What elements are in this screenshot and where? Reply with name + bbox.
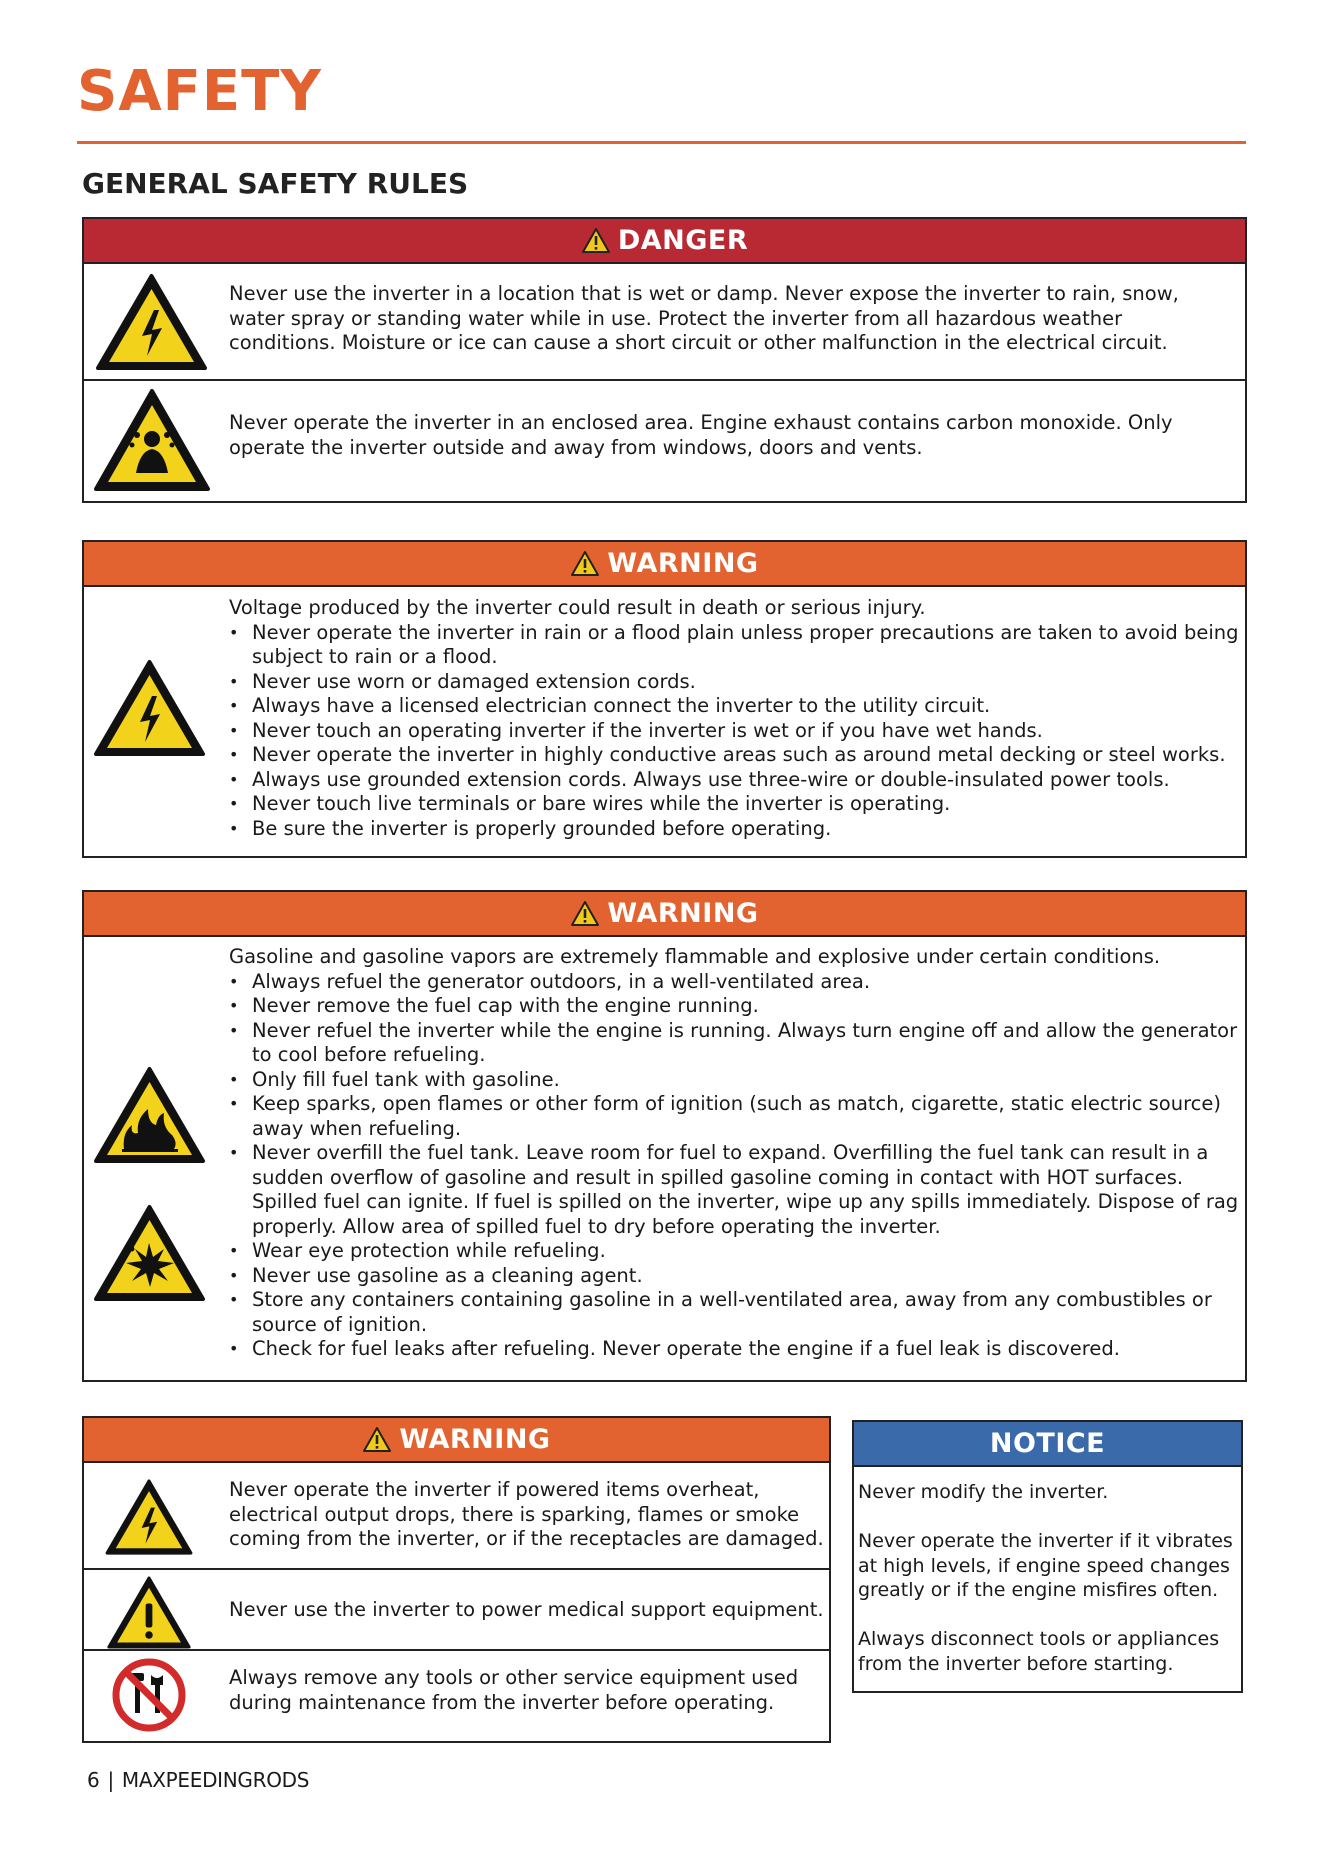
- warning-electrical-label: WARNING: [607, 548, 759, 579]
- warning-electrical-row: [84, 587, 1245, 856]
- danger-label: DANGER: [617, 225, 749, 256]
- warning-operation-box: [82, 1416, 831, 1743]
- electric-hazard-icon: [104, 1477, 194, 1557]
- section-title: GENERAL SAFETY RULES: [82, 167, 469, 200]
- warning-triangle-icon: [362, 1426, 392, 1453]
- explosive-hazard-icon: [92, 1203, 207, 1303]
- warning-triangle-icon: [570, 900, 600, 927]
- warning-electrical-list: [229, 621, 1239, 842]
- warning-triangle-icon: [581, 227, 611, 254]
- list-item: • Never overfill the fuel tank. Leave room for fuel to expand. Overfilling the fuel tank can result in a sudden overflow of gasoline and result in spilled gasoline coming in contact with HOT surfaces. Spilled fuel can ignite. If fuel is spilled on the inverter, wipe up any spills immediately. Dispose of rag properly. Allow area of spilled fuel to dry before operating the inverter.: [229, 1141, 1239, 1239]
- no-tools-prohibition-icon: [111, 1657, 187, 1733]
- danger-text-1: Never use the inverter in a location that is wet or damp. Never expose the inverter to rain, snow, water spray or standing water while in use. Protect the inverter from all hazardous weather conditions. Moisture or ice can cause a short circuit or other malfunction in the electrical circuit.: [229, 282, 1179, 354]
- list-item: • Wear eye protection while refueling.: [229, 1239, 1239, 1264]
- warning-operation-text-3: Always remove any tools or other service equipment used during maintenance from the inverter before operating.: [229, 1666, 799, 1714]
- electric-hazard-icon: [92, 658, 207, 758]
- warning-fuel-text: [229, 945, 1239, 1362]
- warning-electrical-intro: Voltage produced by the inverter could result in death or serious injury.: [229, 596, 926, 619]
- footer-brand: MAXPEEDINGRODS: [121, 1768, 310, 1792]
- notice-paragraph-1: Never modify the inverter.: [858, 1481, 1109, 1503]
- warning-operation-text-1: Never operate the inverter if powered items overheat, electrical output drops, there is sparking, flames or smoke coming from the inverter, or if the receptacles are damaged.: [229, 1478, 824, 1550]
- warning-fuel-header: [84, 892, 1245, 937]
- list-item: • Never use gasoline as a cleaning agent.: [229, 1264, 1239, 1289]
- warning-operation-row-3: [84, 1651, 829, 1739]
- list-item: • Never operate the inverter in rain or a flood plain unless proper precautions are taken to avoid being subject to rain or a flood.: [229, 621, 1239, 670]
- notice-header: [854, 1422, 1241, 1467]
- general-warning-icon: [104, 1575, 194, 1650]
- notice-box: [852, 1420, 1243, 1693]
- list-item: • Never use worn or damaged extension cords.: [229, 670, 1239, 695]
- list-item: • Always use grounded extension cords. Always use three-wire or double-insulated power tools.: [229, 768, 1239, 793]
- toxic-gas-hazard-icon: [92, 387, 212, 495]
- notice-text: [858, 1480, 1243, 1676]
- warning-fuel-list: [229, 970, 1239, 1362]
- list-item: • Keep sparks, open flames or other form of ignition (such as match, cigarette, static electric source) away when refueling.: [229, 1092, 1239, 1141]
- electric-hazard-icon: [94, 272, 209, 372]
- danger-box: [82, 217, 1247, 503]
- list-item: • Check for fuel leaks after refueling. Never operate the engine if a fuel leak is discovered.: [229, 1337, 1239, 1362]
- danger-header: [84, 219, 1245, 264]
- notice-paragraph-3: Always disconnect tools or appliances from the inverter before starting.: [858, 1628, 1220, 1675]
- list-item: • Only fill fuel tank with gasoline.: [229, 1068, 1239, 1093]
- warning-electrical-box: [82, 540, 1247, 858]
- warning-triangle-icon: [570, 550, 600, 577]
- warning-operation-row-1: [84, 1463, 829, 1570]
- list-item: • Be sure the inverter is properly grounded before operating.: [229, 817, 1239, 842]
- danger-row-1: [84, 264, 1245, 381]
- warning-operation-header: [84, 1418, 829, 1463]
- list-item: • Never touch live terminals or bare wires while the inverter is operating.: [229, 792, 1239, 817]
- warning-fuel-box: [82, 890, 1247, 1382]
- warning-electrical-header: [84, 542, 1245, 587]
- footer-separator: |: [107, 1768, 114, 1792]
- warning-operation-label: WARNING: [399, 1424, 551, 1455]
- danger-row-2: [84, 381, 1245, 501]
- list-item: • Always have a licensed electrician connect the inverter to the utility circuit.: [229, 694, 1239, 719]
- warning-fuel-intro: Gasoline and gasoline vapors are extremely flammable and explosive under certain conditions.: [229, 945, 1161, 968]
- page-number: 6: [87, 1768, 100, 1792]
- danger-text-2: Never operate the inverter in an enclosed area. Engine exhaust contains carbon monoxide. Only operate the inverter outside and away from windows, doors and vents.: [229, 411, 1173, 459]
- notice-label: NOTICE: [989, 1428, 1106, 1459]
- warning-electrical-text: [229, 596, 1239, 841]
- list-item: • Always refuel the generator outdoors, in a well-ventilated area.: [229, 970, 1239, 995]
- warning-fuel-row: [84, 937, 1245, 1380]
- page-title: SAFETY: [77, 59, 322, 124]
- flammable-hazard-icon: [92, 1065, 207, 1165]
- warning-operation-text-2: Never use the inverter to power medical support equipment.: [229, 1598, 824, 1621]
- list-item: • Never refuel the inverter while the engine is running. Always turn engine off and allow the generator to cool before refueling.: [229, 1019, 1239, 1068]
- notice-paragraph-2: Never operate the inverter if it vibrates at high levels, if engine speed changes greatly or if the engine misfires often.: [858, 1530, 1233, 1601]
- warning-operation-row-2: [84, 1570, 829, 1651]
- list-item: • Never operate the inverter in highly conductive areas such as around metal decking or steel works.: [229, 743, 1239, 768]
- page-footer: [87, 1768, 309, 1792]
- warning-fuel-label: WARNING: [607, 898, 759, 929]
- title-divider: [77, 141, 1246, 144]
- list-item: • Never touch an operating inverter if the inverter is wet or if you have wet hands.: [229, 719, 1239, 744]
- list-item: • Store any containers containing gasoline in a well-ventilated area, away from any combustibles or source of ignition.: [229, 1288, 1239, 1337]
- list-item: • Never remove the fuel cap with the engine running.: [229, 994, 1239, 1019]
